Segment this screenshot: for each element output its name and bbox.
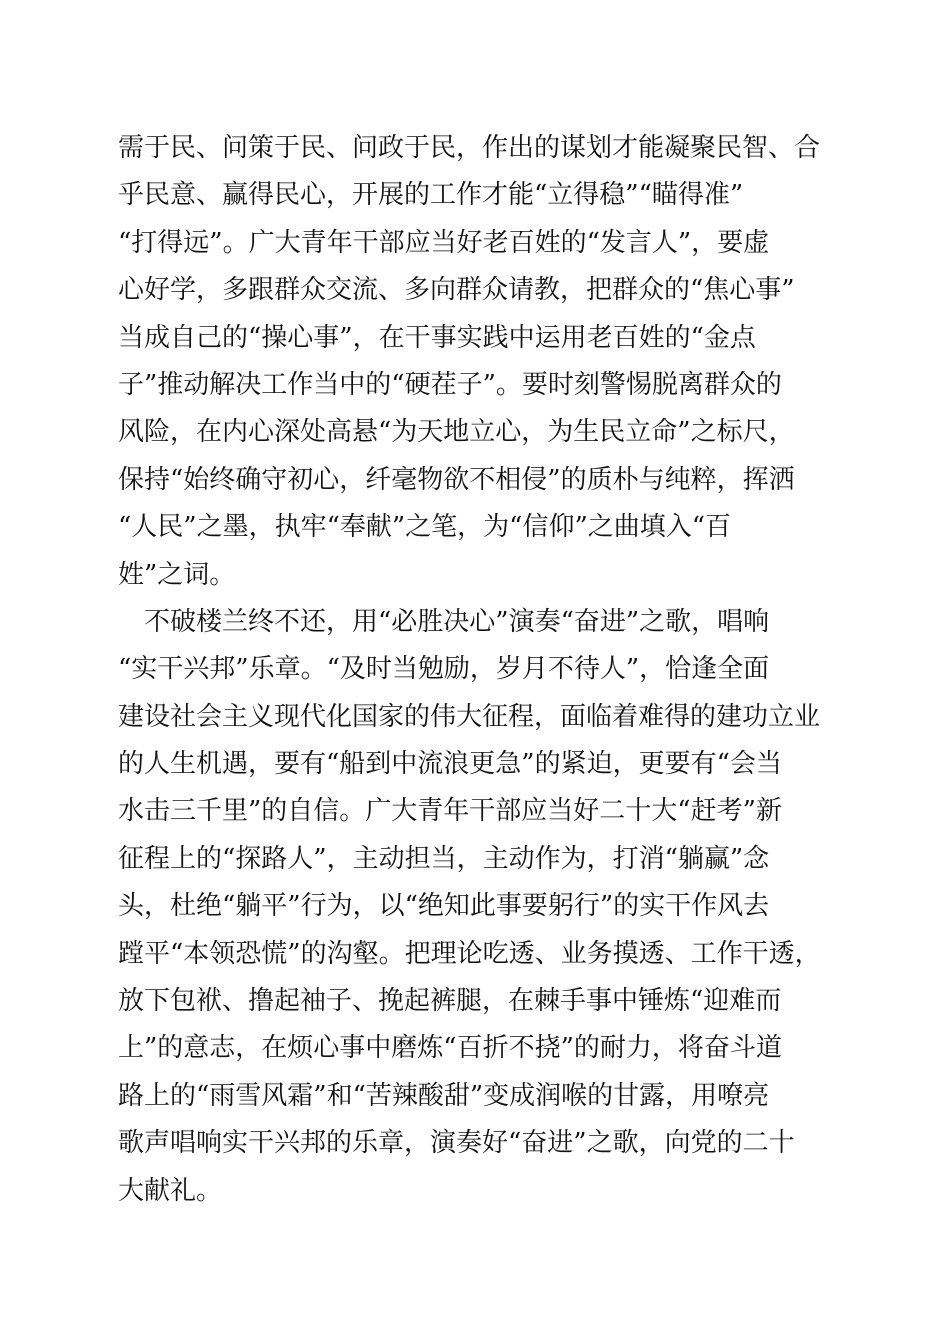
text-line: 水击三千里”的自信。广大青年干部应当好二十大“赶考”新 — [118, 796, 782, 827]
text-line: 歌声唱响实干兴邦的乐章，演奏好“奋进”之歌，向党的二十 — [118, 1128, 795, 1159]
text-line: 姓”之词。 — [118, 559, 236, 590]
text-line: 风险，在内心深处高悬“为天地立心，为生民立命”之标尺， — [118, 417, 795, 448]
text-line: 上”的意志，在烦心事中磨炼“百折不挠”的耐力，将奋斗道 — [118, 1033, 782, 1064]
text-line: 征程上的“探路人”，主动担当，主动作为，打消“躺赢”念 — [118, 843, 770, 874]
text-line: 乎民意、赢得民心，开展的工作才能“立得稳”“瞄得准” — [118, 180, 744, 211]
text-line: “人民”之墨，执牢“奉献”之笔，为“信仰”之曲填入“百 — [118, 512, 732, 543]
text-line: 保持“始终确守初心，纤毫物欲不相侵”的质朴与纯粹，挥洒 — [118, 464, 795, 495]
text-line: 当成自己的“操心事”，在干事实践中运用老百姓的“金点 — [118, 322, 756, 353]
text-line: 子”推动解决工作当中的“硬茬子”。要时刻警惕脱离群众的 — [118, 369, 782, 400]
text-line: 不破楼兰终不还，用“必胜决心”演奏“奋进”之歌，唱响 — [118, 606, 770, 637]
body-text — [118, 125, 838, 1215]
text-line: 大献礼。 — [118, 1175, 223, 1206]
text-line: 需于民、问策于民、问政于民，作出的谋划才能凝聚民智、合 — [118, 133, 821, 163]
text-line: 的人生机遇，要有“船到中流浪更急”的紧迫，更要有“会当 — [118, 749, 782, 780]
text-line: 头，杜绝“躺平”行为，以“绝知此事要躬行”的实干作风去 — [118, 891, 770, 922]
text-line: 路上的“雨雪风霜”和“苦辣酸甜”变成润喉的甘露，用嘹亮 — [118, 1080, 770, 1111]
text-line: 蹚平“本领恐慌”的沟壑。把理论吃透、业务摸透、工作干透， — [118, 938, 821, 969]
text-line: 建设社会主义现代化国家的伟大征程，面临着难得的建功立业 — [118, 701, 821, 732]
text-line: 放下包袱、撸起袖子、挽起裤腿，在棘手事中锤炼“迎难而 — [118, 986, 782, 1017]
text-line: 心好学，多跟群众交流、多向群众请教，把群众的“焦心事” — [118, 275, 795, 306]
text-line: “打得远”。广大青年干部应当好老百姓的“发言人”，要虚 — [118, 227, 770, 258]
paragraph-2 — [118, 599, 838, 1215]
text-line: “实干兴邦”乐章。“及时当勉励，岁月不待人”，恰逢全面 — [118, 654, 770, 685]
paragraph-1 — [118, 125, 838, 599]
